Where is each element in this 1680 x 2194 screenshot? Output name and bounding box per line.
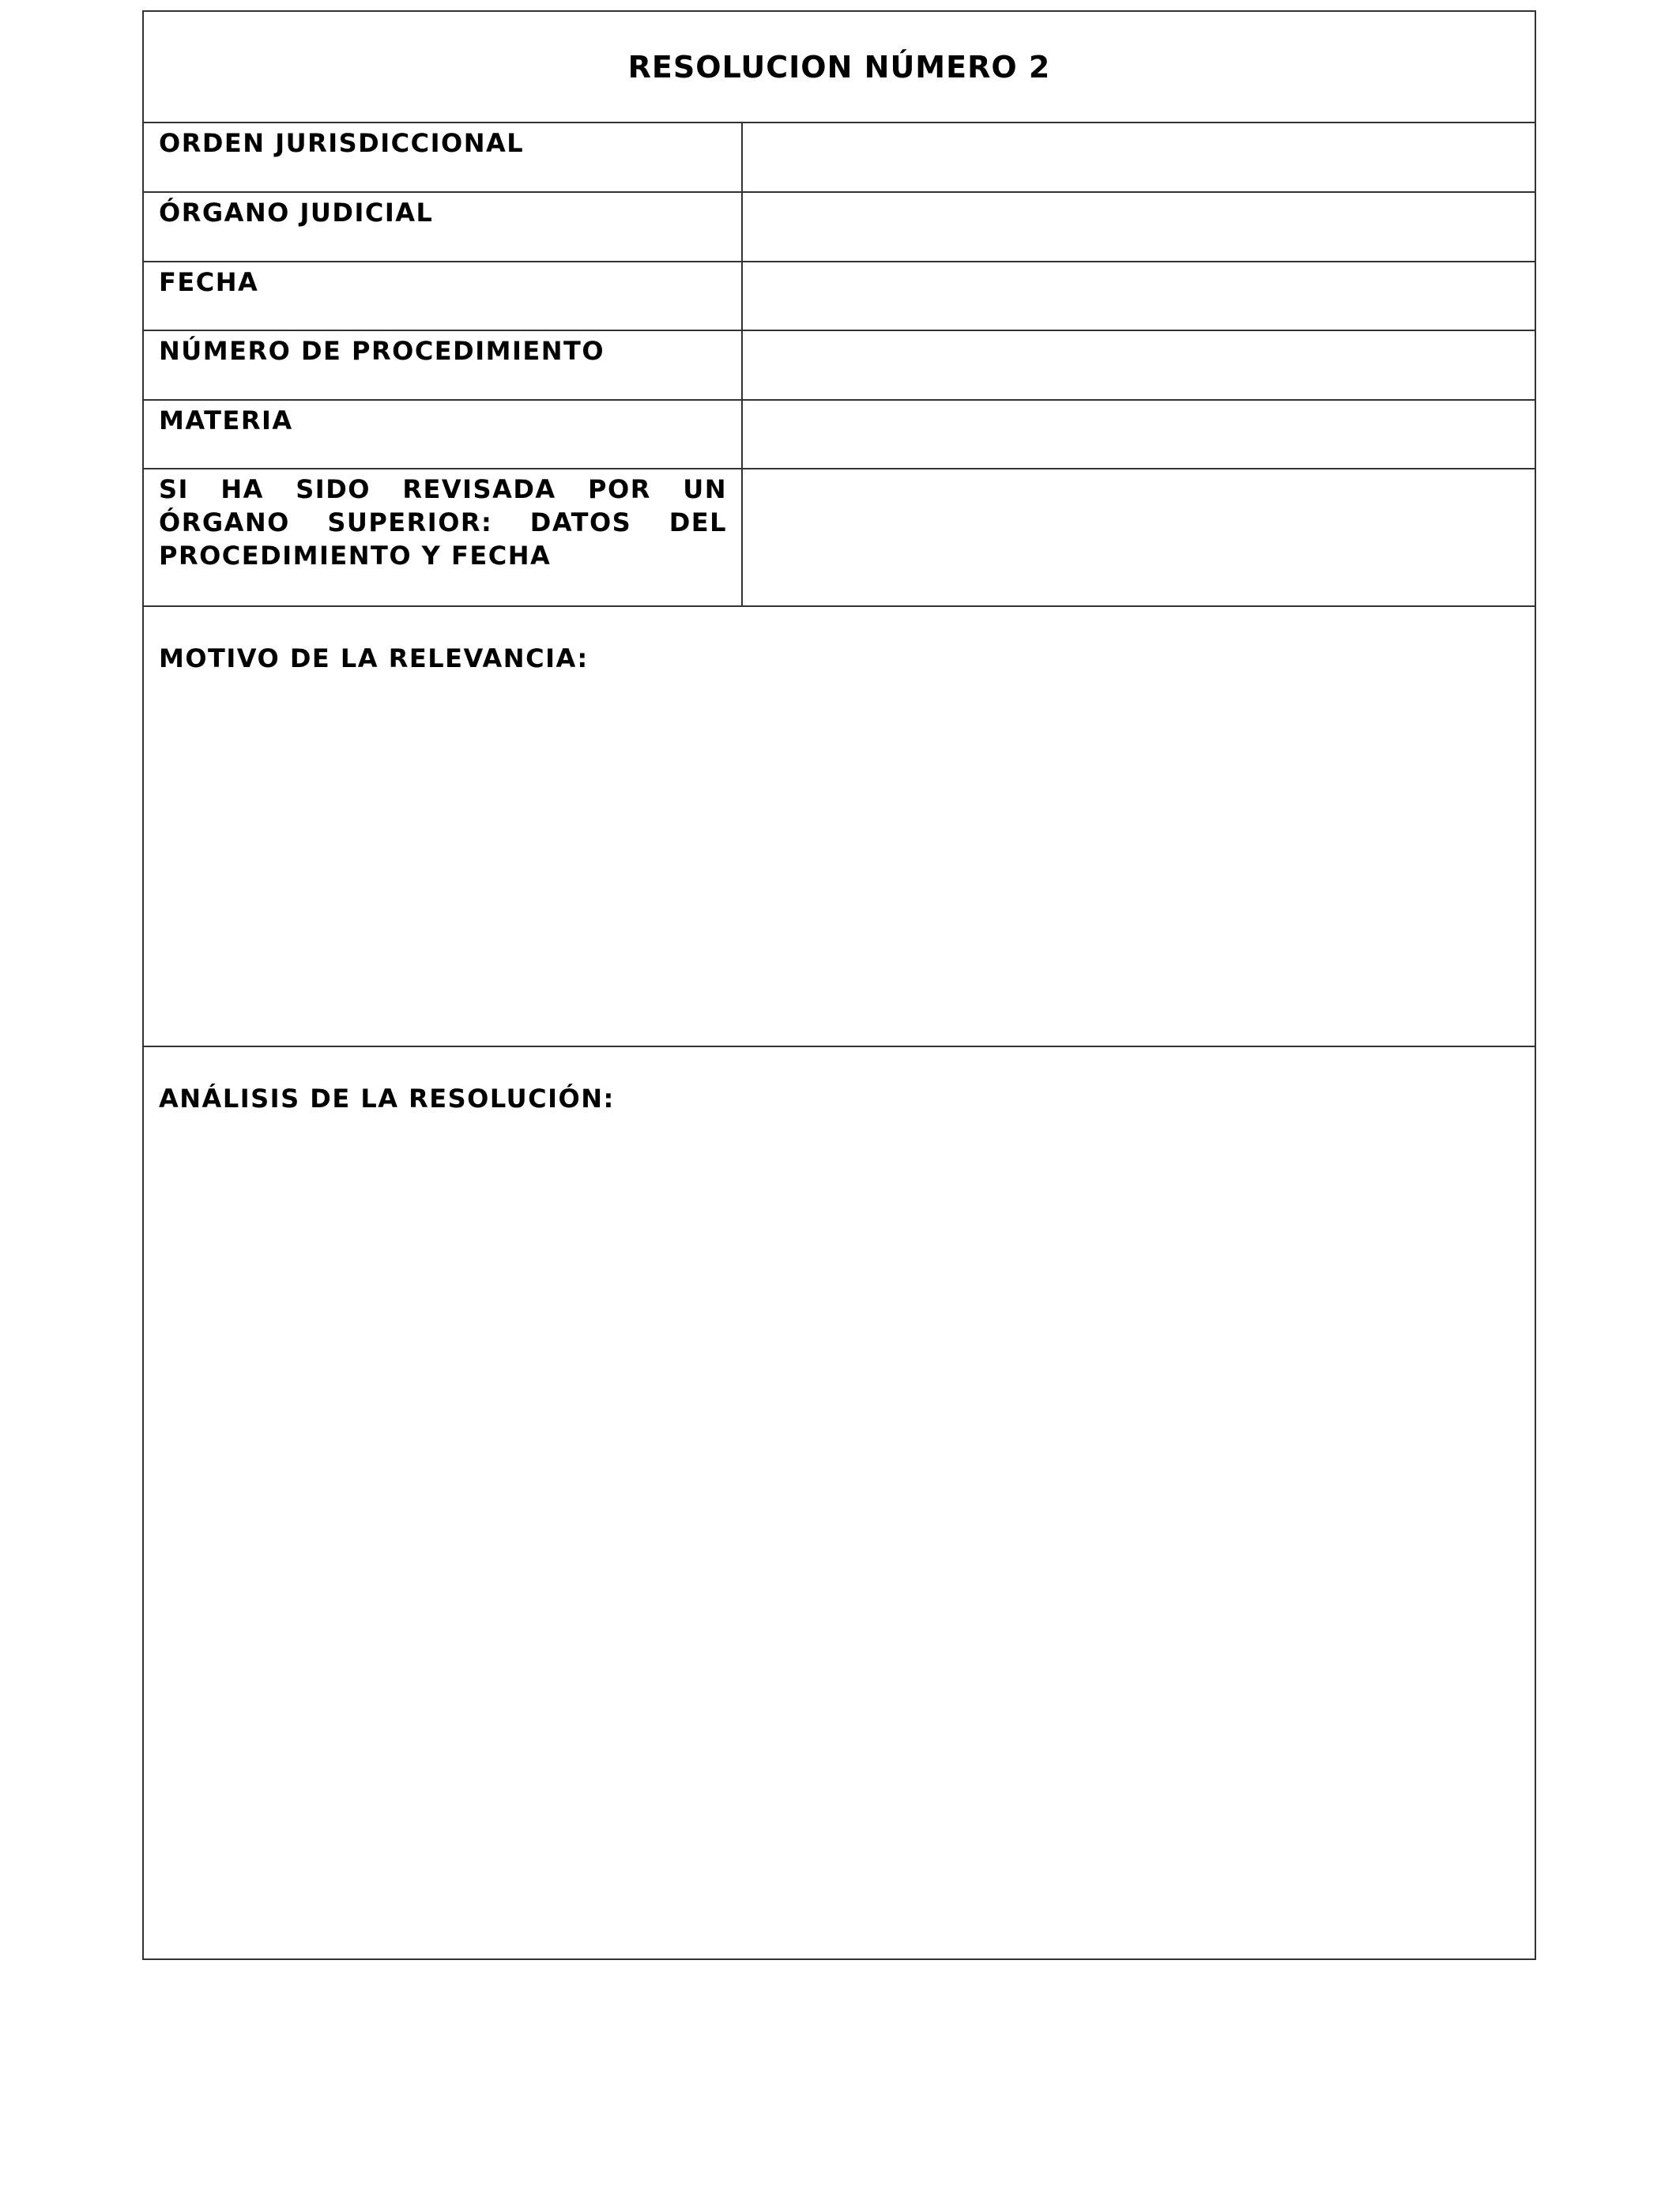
field-row-numero-procedimiento [144,331,1535,401]
section-title-analisis-resolucion: ANÁLISIS DE LA RESOLUCIÓN: [159,1084,615,1114]
field-label-organo-judicial: ÓRGANO JUDICIAL [159,198,434,228]
field-row-organo-judicial [144,193,1535,262]
field-row-materia [144,401,1535,469]
form-title: RESOLUCION NÚMERO 2 [627,49,1051,85]
form-title-row [144,12,1535,123]
field-value-revision-organo-superior [743,469,1535,605]
section-analisis-resolucion [144,1047,1535,1958]
field-value-orden-jurisdiccional [743,123,1535,191]
field-value-numero-procedimiento [743,331,1535,399]
field-row-revision-organo-superior [144,469,1535,607]
field-label-cell [144,331,743,399]
field-label-cell [144,469,743,605]
field-label-materia: MATERIA [159,405,293,435]
field-label-fecha: FECHA [159,267,259,297]
section-title-motivo-relevancia: MOTIVO DE LA RELEVANCIA: [159,643,589,673]
resolution-form [142,10,1536,1960]
section-motivo-relevancia [144,607,1535,1047]
field-label-numero-procedimiento: NÚMERO DE PROCEDIMIENTO [159,336,605,366]
field-row-fecha [144,262,1535,331]
field-label-cell [144,262,743,330]
field-label-cell [144,401,743,468]
field-value-materia [743,401,1535,468]
field-label-orden-jurisdiccional: ORDEN JURISDICCIONAL [159,128,525,158]
field-value-fecha [743,262,1535,330]
field-label-cell [144,193,743,261]
field-row-orden-jurisdiccional [144,123,1535,193]
field-value-organo-judicial [743,193,1535,261]
field-label-revision-organo-superior: SI HA SIDO REVISADA POR UN ÓRGANO SUPERIOR: DATOS DEL PROCEDIMIENTO Y FECHA [159,474,727,571]
field-label-cell [144,123,743,191]
